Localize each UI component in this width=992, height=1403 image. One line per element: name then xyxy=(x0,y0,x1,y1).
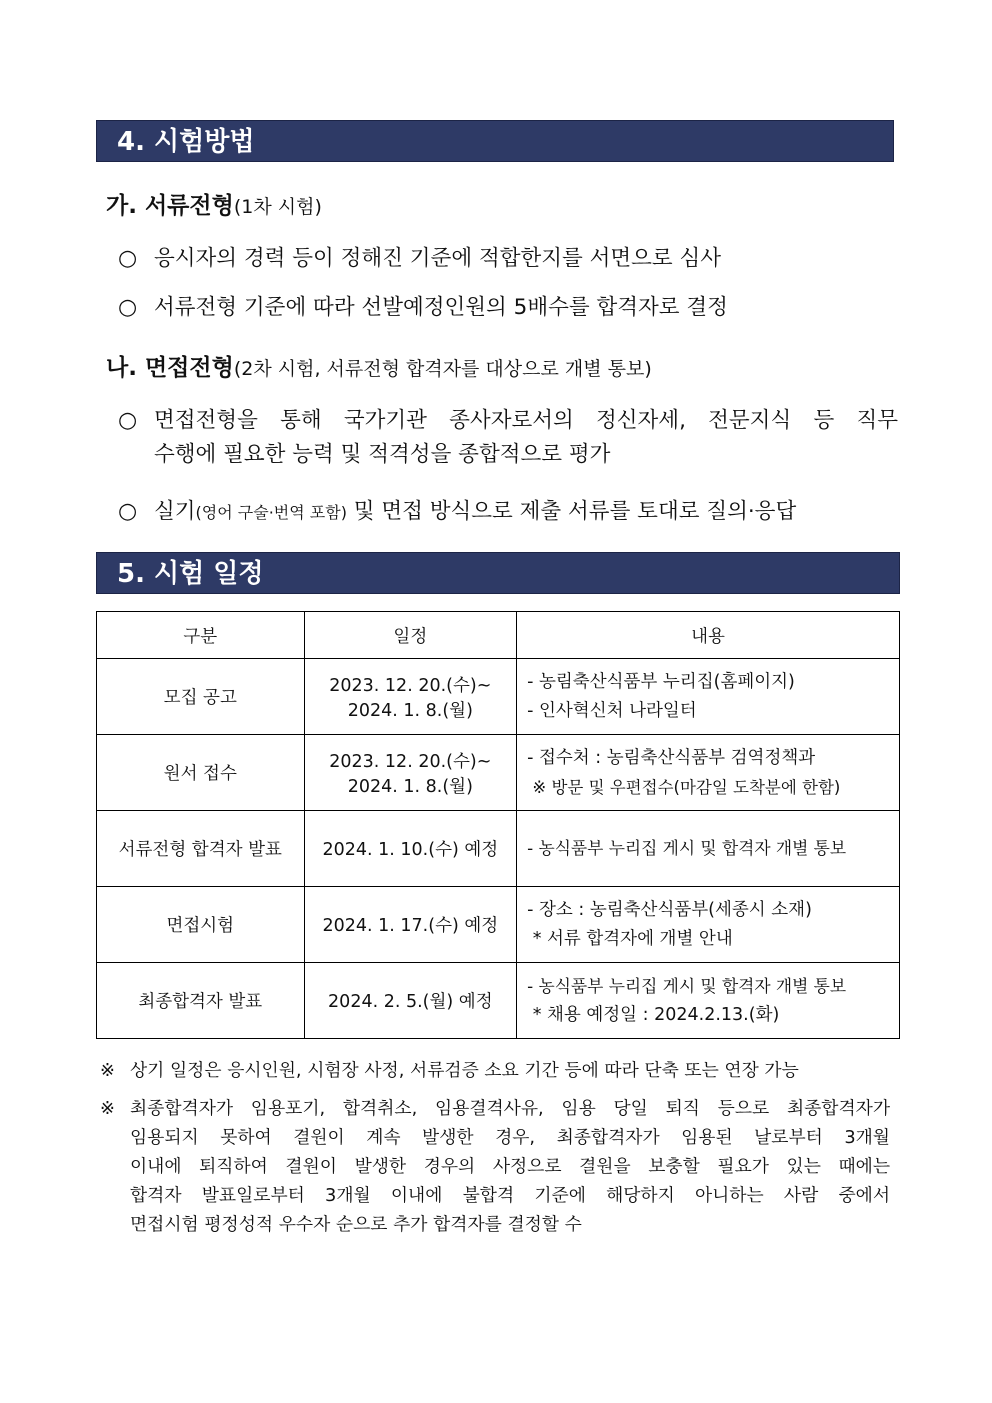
list-item-text xyxy=(154,497,898,528)
date-line: 2024. 2. 5.(월) 예정 xyxy=(328,992,493,1012)
note-text: 상기 일정은 응시인원, 시험장 사정, 서류검증 소요 기간 등에 따라 단축 또는 연장 가능 xyxy=(130,1060,799,1081)
content-line: - 인사혁신처 나라일터 xyxy=(527,700,697,721)
schedule-table xyxy=(96,611,900,1039)
column-header: 일정 xyxy=(304,612,517,659)
date-line: 2024. 1. 17.(수) 예정 xyxy=(322,916,499,936)
circle-bullet-icon: ○ xyxy=(118,246,138,271)
table-row xyxy=(97,735,900,811)
circle-bullet-icon: ○ xyxy=(118,295,138,320)
note-line: 합격자 발표일로부터 3개월 이내에 불합격 기준에 해당하지 아니하는 사람 중에서 xyxy=(130,1185,890,1206)
section-5-header xyxy=(96,552,900,594)
table-row xyxy=(97,887,900,963)
section-4-header xyxy=(96,120,894,162)
circle-bullet-icon: ○ xyxy=(118,408,138,433)
subsection-b-heading xyxy=(106,354,652,383)
additional-pass-note xyxy=(100,1094,890,1239)
list-item-text-part: 및 면접 방식으로 제출 서류를 토대로 질의·응답 xyxy=(346,499,797,524)
row-date xyxy=(304,659,517,735)
note-line: 최종합격자가 임용포기, 합격취소, 임용결격사유, 임용 당일 퇴직 등으로 최종합격자가 xyxy=(130,1098,890,1119)
table-row xyxy=(97,659,900,735)
list-item-text-line2: 수행에 필요한 능력 및 적격성을 종합적으로 평가 xyxy=(154,442,611,467)
date-line: 2023. 12. 20.(수)~ xyxy=(329,751,492,772)
subsection-a-title: 가. 서류전형 xyxy=(106,193,234,219)
circle-bullet-icon: ○ xyxy=(118,499,138,524)
list-item xyxy=(118,406,898,470)
content-line: - 장소 : 농림축산식품부(세종시 소재) xyxy=(527,899,812,920)
row-date xyxy=(304,811,517,887)
content-line: - 농식품부 누리집 게시 및 합격자 개별 통보 xyxy=(527,975,847,996)
content-line: - 농림축산식품부 누리집(홈페이지) xyxy=(527,671,795,692)
subsection-a-heading xyxy=(106,192,322,221)
row-type: 면접시험 xyxy=(97,887,305,963)
list-item-text-part: 실기 xyxy=(154,499,196,524)
row-type: 최종합격자 발표 xyxy=(97,963,305,1039)
content-line: * 채용 예정일 : 2024.2.13.(화) xyxy=(527,1004,780,1025)
list-item xyxy=(118,293,898,323)
row-date xyxy=(304,887,517,963)
note-line: 임용되지 못하여 결원이 계속 발생한 경우, 최종합격자가 임용된 날로부터 3개월 xyxy=(130,1127,890,1148)
date-line: 2024. 1. 8.(월) xyxy=(347,776,473,797)
section-5-title: 5. 시험 일정 xyxy=(117,559,264,589)
list-item-text-line1: 면접전형을 통해 국가기관 종사자로서의 정신자세, 전문지식 등 직무 xyxy=(154,408,898,433)
table-row xyxy=(97,811,900,887)
reference-mark-icon: ※ xyxy=(100,1098,115,1119)
list-item-text: 응시자의 경력 등이 정해진 기준에 적합한지를 서면으로 심사 xyxy=(154,246,722,271)
list-item-text-small: (영어 구술·번역 포함) xyxy=(195,503,347,522)
subsection-a-note: (1차 시험) xyxy=(233,196,322,218)
content-line: * 서류 합격자에 개별 안내 xyxy=(527,928,733,949)
content-line: ※ 방문 및 우편접수(마감일 도착분에 한함) xyxy=(527,777,841,797)
row-type: 원서 접수 xyxy=(97,735,305,811)
row-type: 모집 공고 xyxy=(97,659,305,735)
row-content xyxy=(517,963,900,1039)
date-line: 2024. 1. 8.(월) xyxy=(347,700,473,721)
row-content xyxy=(517,735,900,811)
section-4-title: 4. 시험방법 xyxy=(117,127,255,157)
subsection-b-note: (2차 시험, 서류전형 합격자를 대상으로 개별 통보) xyxy=(233,358,652,380)
date-line: 2023. 12. 20.(수)~ xyxy=(329,675,492,696)
list-item-text: 서류전형 기준에 따라 선발예정인원의 5배수를 합격자로 결정 xyxy=(154,295,728,320)
column-header: 구분 xyxy=(97,612,305,659)
content-line: - 농식품부 누리집 게시 및 합격자 개별 통보 xyxy=(527,838,847,858)
column-header: 내용 xyxy=(517,612,900,659)
note-line: 이내에 퇴직하여 결원이 발생한 경우의 사정으로 결원을 보충할 필요가 있는 때에는 xyxy=(130,1156,890,1177)
table-header-row xyxy=(97,612,900,659)
subsection-b-title: 나. 면접전형 xyxy=(106,355,234,381)
row-content xyxy=(517,659,900,735)
schedule-note xyxy=(100,1056,890,1085)
list-item xyxy=(118,497,898,528)
row-date xyxy=(304,963,517,1039)
content-line: - 접수처 : 농림축산식품부 검역정책과 xyxy=(527,747,816,768)
row-content xyxy=(517,811,900,887)
table-row xyxy=(97,963,900,1039)
row-type: 서류전형 합격자 발표 xyxy=(97,811,305,887)
row-content xyxy=(517,887,900,963)
date-line: 2024. 1. 10.(수) 예정 xyxy=(322,840,499,860)
reference-mark-icon: ※ xyxy=(100,1060,115,1081)
row-date xyxy=(304,735,517,811)
list-item xyxy=(118,244,898,274)
note-line: 면접시험 평정성적 우수자 순으로 추가 합격자를 결정할 수 xyxy=(130,1214,582,1235)
